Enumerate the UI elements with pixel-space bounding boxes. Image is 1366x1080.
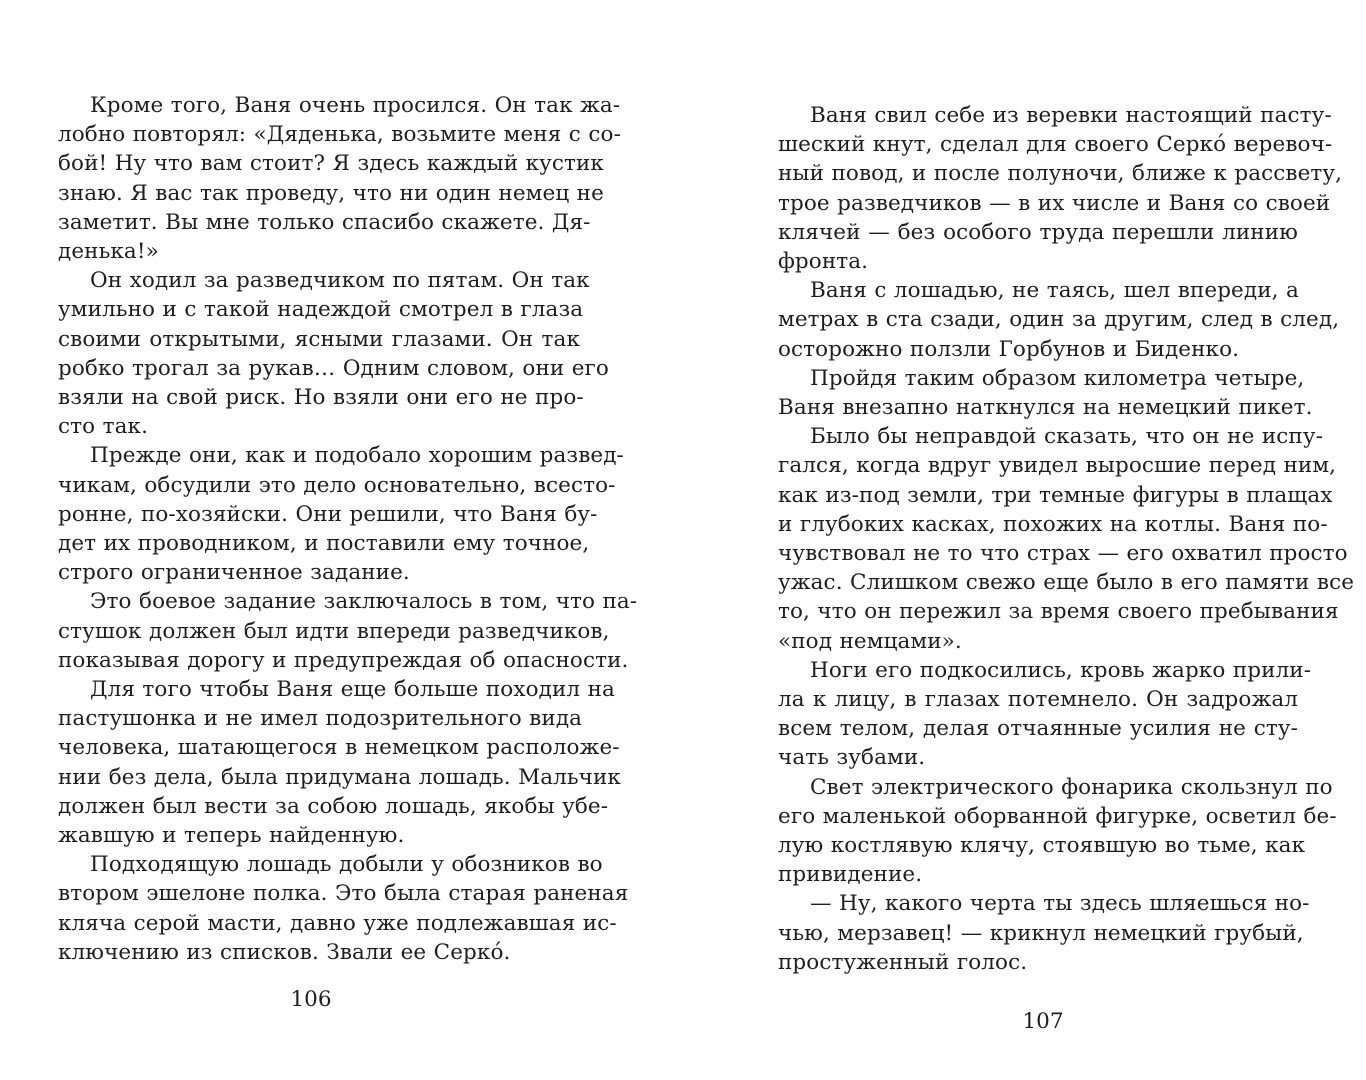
text-line: должен был вести за собою лошадь, якобы убе- <box>58 793 609 819</box>
text-line: Было бы неправдой сказать, что он не испу- <box>810 424 1323 450</box>
text-line: показывая дорогу и предупреждая об опасности. <box>58 647 629 673</box>
text-line: денька!» <box>58 239 159 265</box>
text-line: нии без дела, была придумана лошадь. Мальчик <box>58 764 621 790</box>
text-line: Прежде они, как и подобало хорошим развед- <box>90 443 624 469</box>
text-line: клячей — без особого труда перешли линию <box>778 219 1298 245</box>
text-line: метрах в ста сзади, один за другим, след в след, <box>778 307 1340 333</box>
text-line: чувствовал не то что страх — его охватил просто <box>778 541 1348 567</box>
text-line: Подходящую лошадь добыли у обозников во <box>90 852 603 878</box>
text-line: чать зубами. <box>778 745 926 771</box>
text-line: ключению из списков. Звали ее Серко́. <box>58 939 511 965</box>
text-line: бой! Ну что вам стоит? Я здесь каждый кустик <box>58 151 604 177</box>
text-line: человека, шатающегося в немецком расположе- <box>58 735 620 761</box>
text-line: кляча серой масти, давно уже подлежавшая ис- <box>58 910 617 936</box>
text-line: Для того чтобы Ваня еще больше походил на <box>90 677 615 703</box>
text-line: — Ну, какого черта ты здесь шляешься но- <box>810 891 1310 917</box>
text-line: Пройдя таким образом километра четыре, <box>810 365 1305 391</box>
text-line: трое разведчиков — в их числе и Ваня со своей <box>778 190 1331 216</box>
text-line: его маленькой оборванной фигурке, осветил бе- <box>778 803 1337 829</box>
text-line: привидение. <box>778 862 923 888</box>
text-line: простуженный голос. <box>778 949 1028 975</box>
text-line: лую костлявую клячу, стоявшую во тьме, как <box>778 833 1306 859</box>
text-line: фронта. <box>778 249 869 275</box>
text-line: Ноги его подкосились, кровь жарко прили- <box>810 657 1312 683</box>
right-page-text <box>778 101 1355 977</box>
text-line: ронне, по-хозяйски. Они решили, что Ваня бу- <box>58 501 598 527</box>
text-line: как из-под земли, три темные фигуры в плащах <box>778 482 1333 508</box>
text-line: строго ограниченное задание. <box>58 560 410 586</box>
text-line: стушок должен был идти впереди разведчиков, <box>58 618 610 644</box>
text-line: жавшую и теперь найденную. <box>58 823 405 849</box>
text-line: сто так. <box>58 414 148 440</box>
text-line: и глубоких касках, похожих на котлы. Ваня по- <box>778 511 1328 537</box>
text-line: ужас. Слишком свежо еще было в его памяти все <box>778 570 1355 596</box>
text-line: заметит. Вы мне только спасибо скажете. Дя- <box>58 209 591 235</box>
text-line: Свет электрического фонарика скользнул по <box>810 774 1333 800</box>
text-line: ла к лицу, в глазах потемнело. Он задрожал <box>778 687 1298 713</box>
text-line: Он ходил за разведчиком по пятам. Он так <box>90 268 590 294</box>
text-line: пастушонка и не имел подозрительного вида <box>58 706 583 732</box>
text-line: лобно повторял: «Дяденька, возьмите меня с со- <box>58 122 621 148</box>
text-line: осторожно ползли Горбунов и Биденко. <box>778 336 1240 362</box>
text-line: втором эшелоне полка. Это была старая раненая <box>58 881 629 907</box>
left-page-number: 106 <box>290 987 332 1012</box>
text-line: гался, когда вдруг увидел выросшие перед ним, <box>778 453 1337 479</box>
text-line: робко трогал за рукав… Одним словом, они его <box>58 355 609 381</box>
text-line: всем телом, делая отчаянные усилия не сту- <box>778 716 1298 742</box>
text-line: чикам, обсудили это дело основательно, всесто- <box>58 472 616 498</box>
text-line: Ваня с лошадью, не таясь, шел впереди, а <box>810 278 1299 304</box>
right-page-number: 107 <box>1022 1009 1064 1034</box>
left-page-text <box>58 91 638 967</box>
text-line: Это боевое задание заключалось в том, что па- <box>90 589 638 615</box>
text-line: Ваня свил себе из веревки настоящий пасту- <box>810 103 1332 128</box>
text-line: то, что он пережил за время своего пребывания <box>778 599 1339 625</box>
text-line: своими открытыми, ясными глазами. Он так <box>58 326 580 352</box>
text-line: чью, мерзавец! — крикнул немецкий грубый, <box>778 920 1304 946</box>
text-line: знаю. Я вас так проведу, что ни один немец не <box>58 180 604 206</box>
text-line: «под немцами». <box>778 628 962 654</box>
text-line: Ваня внезапно наткнулся на немецкий пикет. <box>778 395 1313 421</box>
right-page <box>683 0 1366 1080</box>
text-line: дет их проводником, и поставили ему точное, <box>58 531 590 557</box>
text-line: Кроме того, Ваня очень просился. Он так жа- <box>90 93 621 118</box>
text-line: умильно и с такой надеждой смотрел в глаза <box>58 297 584 323</box>
text-line: шеский кнут, сделал для своего Серко́ веревоч- <box>778 132 1333 158</box>
text-line: взяли на свой риск. Но взяли они его не про- <box>58 385 584 411</box>
text-line: ный повод, и после полуночи, ближе к рассвету, <box>778 161 1343 187</box>
